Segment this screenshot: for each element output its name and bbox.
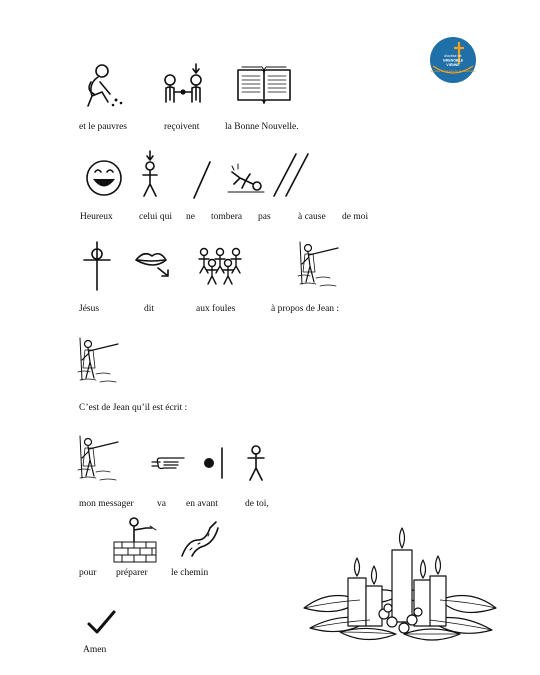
crowd-icon — [196, 246, 248, 286]
word-aux-foules: aux foules — [196, 304, 236, 314]
logo-subtitle: Service diocésain de la catéchèse — [430, 69, 476, 73]
happy-icon — [84, 158, 124, 198]
word-et-le-pauvres: et le pauvres — [79, 122, 128, 132]
word-ne: ne — [186, 212, 195, 222]
word-jesus: Jésus — [79, 304, 100, 314]
word-heureux: Heureux — [80, 212, 113, 222]
word-la-bonne-nouvelle: la Bonne Nouvelle. — [225, 122, 299, 132]
word-amen: Amen — [83, 645, 107, 655]
word-le-chemin: le chemin — [171, 568, 209, 578]
word-de-moi: de moi — [342, 212, 369, 222]
receive-icon — [158, 62, 208, 110]
word-de-toi: de toi, — [245, 499, 269, 509]
word-en-avant: en avant — [186, 499, 218, 509]
word-celui-qui: celui qui — [139, 212, 172, 222]
word-va: va — [157, 499, 166, 509]
word-pour: pour — [79, 568, 97, 578]
john-baptist-icon — [296, 240, 342, 292]
word-tombera: tombera — [211, 212, 243, 222]
word-recoivent: reçoivent — [164, 122, 200, 132]
diocese-logo — [429, 36, 477, 84]
logo-line2: GRENOBLE — [442, 58, 464, 63]
messenger-pointing-hand-icon — [150, 452, 188, 474]
build-wall-icon — [112, 516, 158, 564]
poor-person-icon — [80, 62, 128, 110]
word-mon-messager: mon messager — [79, 499, 134, 509]
road-icon — [180, 520, 220, 558]
word-a-cause: à cause — [298, 212, 326, 222]
no-icon — [190, 160, 214, 200]
say-mouth-icon — [134, 248, 174, 280]
logo-line3: VIENNE — [446, 63, 460, 67]
sentence-cest-de-jean: C’est de Jean qu’il est écrit : — [79, 403, 188, 413]
advent-wreath-icon — [300, 528, 500, 648]
john-baptist-icon — [76, 434, 122, 486]
word-a-propos-de-jean: à propos de Jean : — [271, 304, 340, 314]
book-icon — [236, 64, 292, 106]
john-baptist-icon — [76, 336, 122, 388]
you-person-icon — [244, 444, 268, 484]
word-dit: dit — [144, 304, 155, 314]
because-icon — [270, 152, 312, 198]
logo-line1: diocèse de — [444, 54, 462, 58]
jesus-cross-icon — [82, 240, 112, 292]
go-ahead-icon — [202, 446, 228, 480]
fall-icon — [226, 162, 266, 196]
this-one-icon — [138, 150, 162, 200]
word-pas: pas — [258, 212, 271, 222]
amen-check-icon — [86, 610, 116, 636]
word-preparer: préparer — [116, 568, 148, 578]
